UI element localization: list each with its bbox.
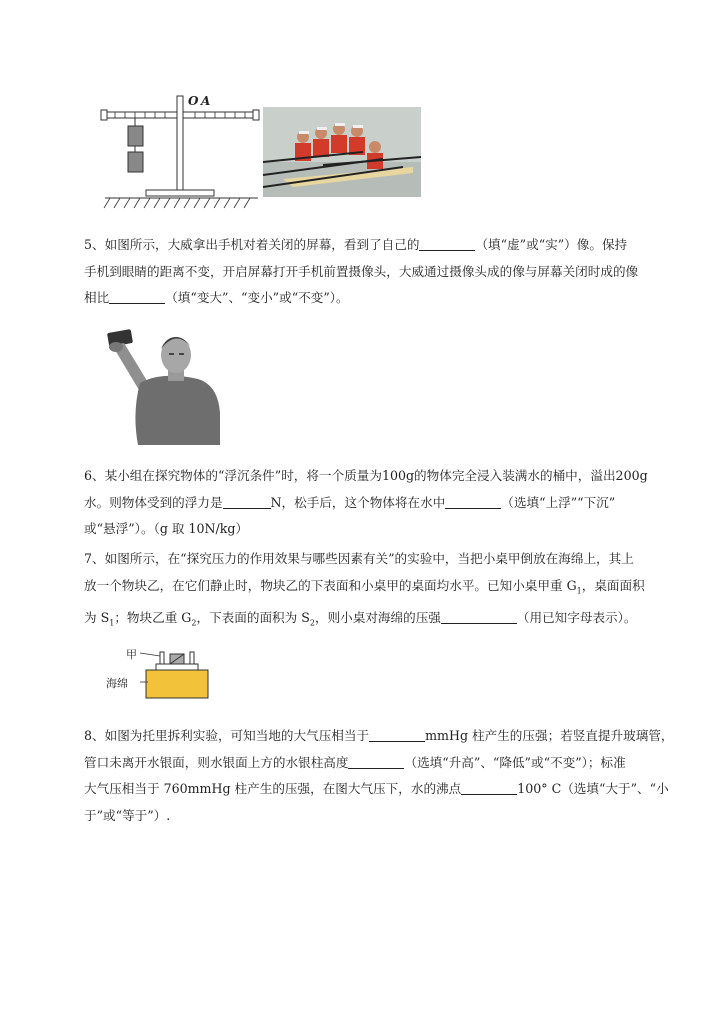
- q8-line-4: 于”或“等于”）.: [84, 807, 171, 823]
- q6-line-3: 或“悬浮”）。（g 取 10N/kg）: [84, 521, 249, 536]
- q8-blank-3[interactable]: [461, 780, 517, 795]
- q7-line-3: 为 $S_1$；物块乙重 $G_2$，下表面的面积为 $S_2$，则小桌对海绵的压强 （用已知字母表示）。: [84, 609, 637, 628]
- question-5: [84, 232, 674, 312]
- q5-blank-1[interactable]: [419, 236, 475, 251]
- lever-figure: [100, 92, 262, 212]
- q6-line-1: 6、某小组在探究物体的“浮沉条件”时，将一个质量为100g的物体完全浸入装满水的桶中，溢出200g: [84, 468, 648, 483]
- q5-line-2: 手机到眼睛的距离不变，开启屏幕打开手机前置摄像头，大威通过摄像头成的像与屏幕关闭时成的像: [84, 263, 639, 279]
- q7-line-2: 放一个物块乙，在它们静止时，物块乙的下表面和小桌甲的桌面均水平。已知小桌甲重 $G_1$，桌面面积: [84, 577, 645, 596]
- q8-line-1: 8、如图为托里拆利实验，可知当地的大气压相当于 mmHg 柱产生的压强；若竖直提升玻璃管，: [84, 728, 674, 743]
- q6-blank-1[interactable]: [223, 494, 271, 509]
- rowing-photo: [263, 107, 421, 197]
- label-a: A: [201, 94, 211, 108]
- q6-blank-2[interactable]: [445, 494, 501, 509]
- question-6: [84, 463, 674, 543]
- label-jia: 甲: [126, 648, 137, 661]
- q8-line-3: 大气压相当于 760mmHg 柱产生的压强，在图大气压下，水的沸点 100° C（选填“大于”、“小: [84, 781, 669, 796]
- q7-line-1: 7、如图所示，在“探究压力的作用效果与哪些因素有关”的实验中，当把小桌甲倒放在海绵上，其上: [84, 551, 634, 566]
- q5-blank-2[interactable]: [109, 289, 165, 304]
- q5-line-1: 5、如图所示，大威拿出手机对着关闭的屏幕，看到了自己的 （填“虚”或“实”）像。保持: [84, 237, 628, 252]
- label-sponge: 海绵: [106, 677, 128, 690]
- q7-blank-1[interactable]: [441, 609, 517, 624]
- question-8: [84, 723, 674, 829]
- q8-blank-2[interactable]: [348, 754, 404, 769]
- label-o: O: [188, 94, 199, 108]
- q6-line-2: 水。则物体受到的浮力是 N，松手后，这个物体将在水中 （选填“上浮”“下沉”: [84, 494, 616, 510]
- sponge-figure: [104, 644, 214, 700]
- question-7: [84, 546, 674, 637]
- man-with-phone-photo: [102, 323, 224, 445]
- q8-blank-1[interactable]: [369, 727, 425, 742]
- q8-line-2: 管口未离开水银面，则水银面上方的水银柱高度 （选填“升高”、“降低”或“不变”）；标准: [84, 754, 626, 770]
- q5-line-3: 相比 （填“变大”、“变小”或“不变”）。: [84, 290, 349, 305]
